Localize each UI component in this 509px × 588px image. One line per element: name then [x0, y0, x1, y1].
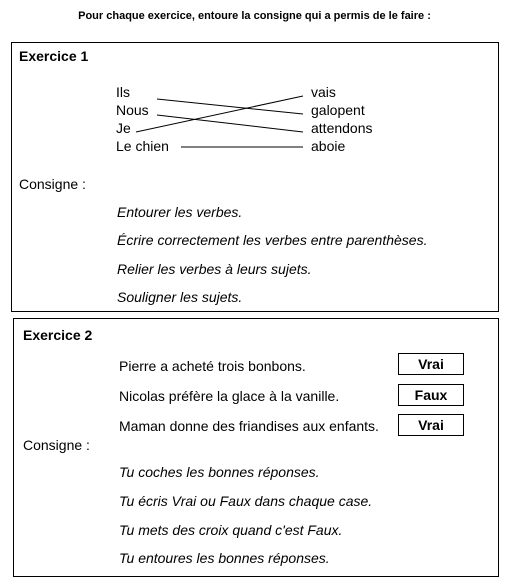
verb-vais: vais — [311, 84, 336, 100]
subject-je: Je — [116, 120, 131, 136]
exercise-2-title: Exercice 2 — [23, 327, 93, 343]
verb-galopent: galopent — [311, 102, 365, 118]
consigne-option-1-4[interactable]: Souligner les sujets. — [117, 289, 243, 305]
statement-1: Pierre a acheté trois bonbons. — [119, 358, 306, 374]
page-title: Pour chaque exercice, entoure la consigne qui a permis de le faire : — [78, 10, 431, 22]
consigne-label-2: Consigne : — [23, 437, 90, 453]
answer-box-1: Vrai — [398, 353, 464, 375]
statement-3: Maman donne des friandises aux enfants. — [119, 418, 379, 434]
line-je-vais — [136, 96, 303, 132]
consigne-option-2-3[interactable]: Tu mets des croix quand c'est Faux. — [119, 522, 343, 538]
consigne-option-1-1[interactable]: Entourer les verbes. — [117, 204, 243, 220]
line-nous-attendons — [157, 115, 303, 132]
consigne-label-1: Consigne : — [19, 176, 86, 192]
verb-attendons: attendons — [311, 120, 373, 136]
exercise-1-title: Exercice 1 — [19, 48, 89, 64]
answer-box-3: Vrai — [398, 414, 464, 436]
consigne-option-1-2[interactable]: Écrire correctement les verbes entre parenthèses. — [117, 232, 428, 248]
consigne-option-2-2[interactable]: Tu écris Vrai ou Faux dans chaque case. — [119, 493, 373, 509]
verb-aboie: aboie — [311, 138, 346, 154]
subject-le-chien: Le chien — [116, 138, 169, 154]
subject-ils: Ils — [116, 84, 130, 100]
subject-nous: Nous — [116, 102, 149, 118]
answer-box-2: Faux — [398, 384, 464, 406]
consigne-option-2-1[interactable]: Tu coches les bonnes réponses. — [119, 464, 320, 480]
consigne-option-2-4[interactable]: Tu entoures les bonnes réponses. — [119, 550, 330, 566]
statement-2: Nicolas préfère la glace à la vanille. — [119, 388, 340, 404]
consigne-option-1-3[interactable]: Relier les verbes à leurs sujets. — [117, 261, 312, 277]
